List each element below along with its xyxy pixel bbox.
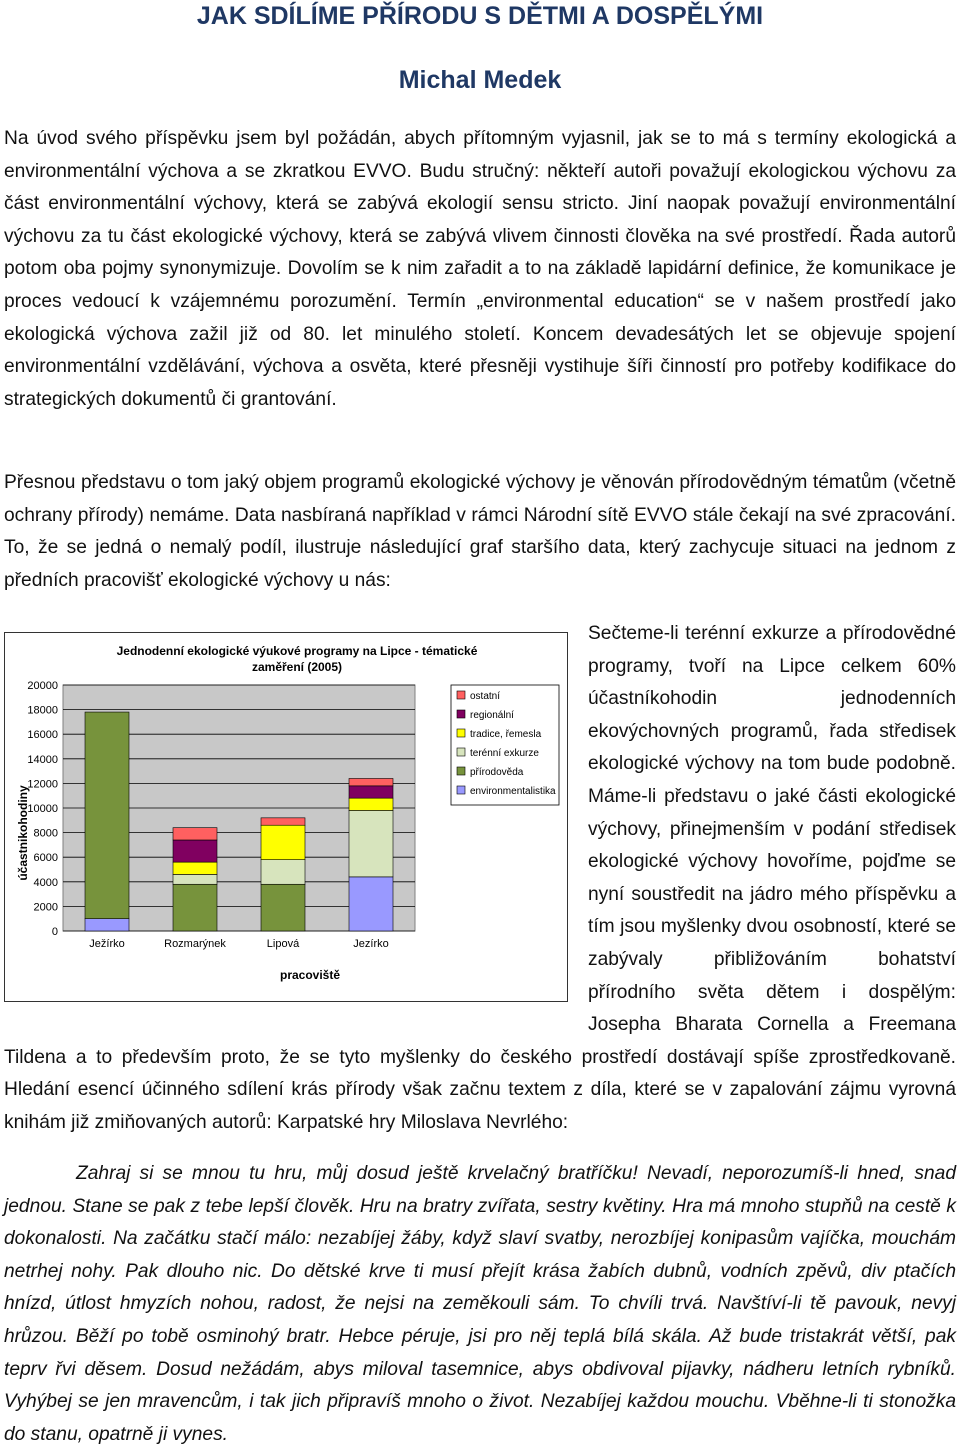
bar-segment (349, 786, 393, 798)
y-tick-label: 2000 (33, 901, 58, 914)
legend-swatch (457, 691, 465, 699)
bar-segment (173, 828, 217, 840)
legend-label: tradice, řemesla (470, 729, 542, 740)
document-author: Michal Medek (398, 66, 562, 94)
document-title: JAK SDÍLÍME PŘÍRODU S DĚTMI A DOSPĚLÝMI (196, 2, 764, 30)
legend-swatch (457, 748, 465, 756)
y-tick-label: 16000 (27, 729, 58, 742)
legend-label: ostatní (470, 691, 501, 702)
y-tick-label: 12000 (27, 778, 58, 791)
chart-title-line1: Jednodenní ekologické výukové programy na Lipce - tématické (116, 644, 478, 658)
y-tick-label: 4000 (33, 876, 58, 889)
legend-swatch (457, 767, 465, 775)
x-tick-label: Rozmarýnek (164, 938, 226, 950)
stacked-bar-chart (5, 633, 567, 1001)
y-tick-label: 18000 (27, 704, 58, 717)
legend-label: přírodověda (470, 767, 524, 778)
legend-label: terénní exkurze (470, 748, 539, 759)
bar-segment (349, 877, 393, 931)
y-axis-label: účastnikohodiny (16, 785, 30, 881)
bar-segment (349, 798, 393, 810)
bar-segment (261, 884, 305, 931)
legend-swatch (457, 729, 465, 737)
bar-segment (261, 825, 305, 859)
bar-segment (261, 860, 305, 885)
chart-figure (4, 632, 568, 1002)
bar-segment (349, 778, 393, 785)
y-tick-label: 0 (51, 926, 58, 938)
legend-swatch (457, 786, 465, 794)
bar-segment (173, 874, 217, 884)
y-tick-label: 10000 (27, 803, 58, 815)
paragraph-programs: Přesnou představu o tom jaký objem programů ekologické výchovy je věnován přírodovědným tématům (včetně ochrany přírody) nemáme. Data nasbíraná například v rámci Národní sítě EVVO stále čekají na své zpracování. To, že se jedná o nemalý podíl, ilustruje následující graf staršího data, který zachycuje situaci na jednom z předních pracovišť ekologické výchovy u nás: (4, 472, 956, 591)
x-tick-label: Lipová (266, 938, 300, 950)
bar-segment (85, 919, 129, 931)
chart-title-line2: zaměření (2005) (251, 660, 343, 674)
bar-segment (173, 884, 217, 931)
y-tick-label: 8000 (33, 827, 58, 840)
x-tick-label: Ježírko (89, 938, 125, 950)
quote-nevrly: Zahraj si se mnou tu hru, můj dosud ještě krvelačný bratříčku! Nevadí, neporozumíš-li hned, snad jednou. Stane se pak z tebe lepší člověk. Hru na bratry zvířata, sestry květiny. Hra má mnoho stupňů na cestě k dokonalosti. Na začátku stačí málo: nezabíjej žáby, když slaví svatby, nerozbíjej konipasům vajíčka, mouchám netrhej nohy. Pak dlouho nic. Do dětské krve ti musí přejít krása žabích dubnů, vodních zpěvů, div ptačích hnízd, útlost hmyzích nohou, radost, že nejsi na zeměkouli sám. To chvíli trvá. Navštíví-li tě pavouk, nevyj hrůzou. Běží po tobě osminohý bratr. Hebce péruje, jsi pro něj teplá bílá skála. Až bude tristakrát větší, pak teprv řvi děsem. Dosud nežádám, abys miloval tasemnice, abys obdivoval pijavky, nádheru letních rybníků. Vyhýbej se jen mravencům, i tak jich připravíš mnoho o život. Nezabíjej každou mouchu. Vběhne-li ti stonožka do stanu, opatrně ji vynes. (4, 1163, 956, 1445)
paragraph-lipka: Sečteme-li terénní exkurze a přírodovědné programy, tvoří na Lipce celkem 60% účastníkohodin jednodenních ekovýchovných programů, řada středisek ekologické výchovy na tom bude podobně. Máme-li představu o jaké části ekologické výchovy, přinejmenším v podání středisek ekologické výchovy hovoříme, pojďme se nyní soustředit na jádro mého příspěvku a tím jsou myšlenky dvou osobností, které se zabývaly přibližováním bohatství přírodního světa dětem i dospělým: Josepha Bharata Cornella a Freemana Tildena a to především proto, že se tyto myšlenky do českého prostředí dostávají spíše zprostředkovaně. Hledání esencí účinného sdílení krás přírody však začnu textem z díla, které se v zapalování zájmu vyrovná knihám již zmiňovaných autorů: Karpatské hry Miloslava Nevrlého: (4, 623, 956, 1133)
y-tick-label: 6000 (33, 852, 58, 865)
x-tick-label: Jezírko (353, 938, 389, 950)
bar-segment (173, 840, 217, 862)
legend-swatch (457, 710, 465, 718)
bar-segment (85, 712, 129, 919)
bar-segment (261, 818, 305, 825)
legend-label: regionální (470, 710, 514, 721)
paragraph-intro: Na úvod svého příspěvku jsem byl požádán, abych přítomným vyjasnil, jak se to má s termíny ekologická a environmentální výchova a se zkratkou EVVO. Budu stručný: někteří autoři považují ekologickou výchovu za část environmentální výchovy, která se zabývá ekologií sensu stricto. Jiní naopak považují environmentální výchovu za tu část ekologické výchovy, která se zabývá vlivem činnosti člověka na své prostředí. Řada autorů potom oba pojmy synonymizuje. Dovolím se k nim zařadit a to na základě lapidární definice, že komunikace je proces vedoucí k vzájemnému porozumění. Termín „environmental education“ se v našem prostředí jako ekologická výchova zažil již od 80. let minulého století. Koncem devadesátých let se objevuje spojení environmentální vzdělávání, výchova a osvěta, které přesněji vystihuje šíři činností pro potřeby kodifikace do strategických dokumentů či grantování. (4, 128, 956, 410)
x-axis-label: pracoviště (279, 968, 341, 982)
y-tick-label: 14000 (27, 753, 58, 766)
bar-segment (349, 810, 393, 876)
y-tick-label: 20000 (27, 680, 58, 692)
legend-label: environmentalistika (470, 786, 556, 797)
bar-segment (173, 862, 217, 874)
